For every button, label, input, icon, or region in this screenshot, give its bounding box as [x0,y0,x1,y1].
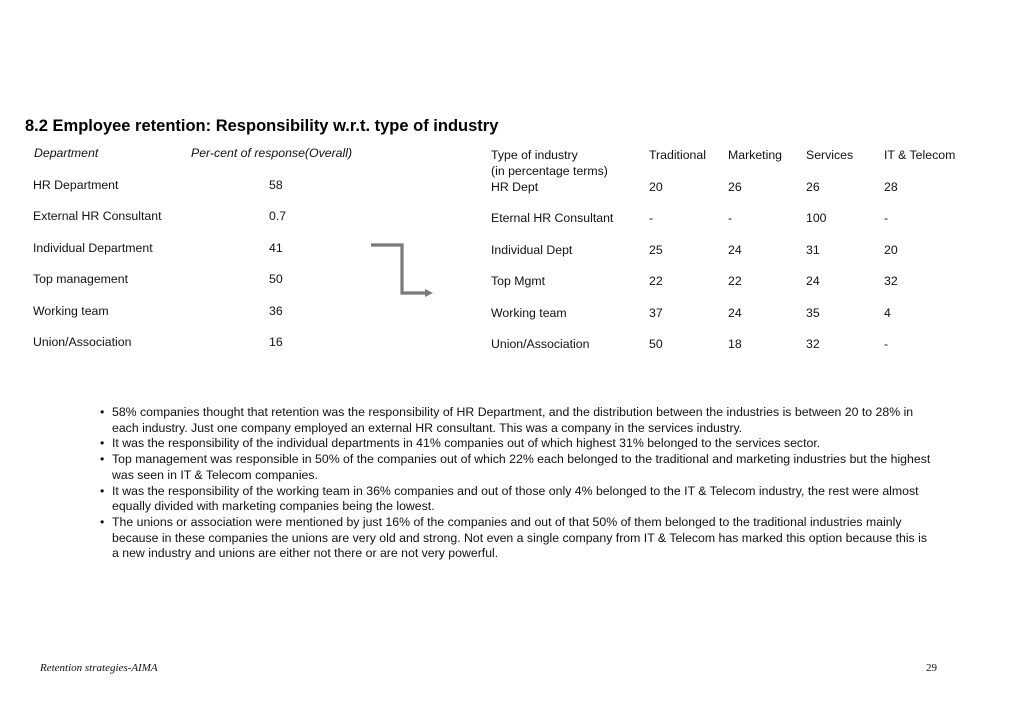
finding-line: It was the responsibility of the individual departments in 41% companies out of which highest 31% belonged to the services sector. [112,436,821,451]
finding-line: It was the responsibility of the working team in 36% companies and out of those only 4% belonged to the IT & Telecom industry, the rest were almost [112,483,919,498]
finding-line: 58% companies thought that retention was the responsibility of HR Department, and the distribution between the industries is between 20 to 28% in [112,405,914,419]
overall-row-value: 0.7 [269,209,287,223]
overall-row-label: HR Department [33,178,119,192]
industry-cell: - [884,337,889,351]
industry-cell: - [728,211,733,225]
industry-cell: 50 [649,337,663,351]
industry-cell: 24 [728,306,742,320]
industry-cell: 26 [806,180,820,194]
industry-cell: 18 [728,337,742,351]
industry-cell: 4 [884,306,891,320]
industry-cell: 20 [649,180,663,194]
finding-line: a new industry and unions are either not there or are not very powerful. [112,546,499,561]
industry-col-services: Services [806,148,854,162]
industry-row-label: Top Mgmt [491,274,545,288]
overall-header-department: Department [34,146,99,160]
elbow-arrow-icon [368,236,440,302]
industry-cell: 32 [884,274,898,288]
overall-row-value: 16 [269,335,283,349]
overall-row-label: External HR Consultant [33,209,162,223]
bullet-icon: • [100,452,105,467]
industry-cell: 24 [806,274,820,288]
industry-cell: 37 [649,306,663,320]
overall-row-value: 41 [269,241,283,255]
overall-header-percent: Per-cent of response(Overall) [191,146,353,160]
industry-col-marketing: Marketing [728,148,782,162]
bullet-icon: • [100,483,105,498]
overall-row-label: Working team [33,304,109,318]
industry-header-label: Type of industry [491,148,578,162]
industry-cell: - [649,211,654,225]
industry-cell: 20 [884,243,898,257]
industry-cell: 25 [649,243,663,257]
finding-line: equally divided with marketing companies being the lowest. [112,499,435,514]
finding-item [100,515,990,562]
overall-row-value: 58 [269,178,283,192]
page-title: 8.2 Employee retention: Responsibility w.r.t. type of industry [25,117,499,135]
industry-row-label: Individual Dept [491,243,573,257]
industry-cell: - [884,211,889,225]
finding-item [100,436,990,452]
industry-cell: 35 [806,306,820,320]
page-number: 29 [926,662,937,674]
industry-cell: 22 [728,274,742,288]
industry-row-label: HR Dept [491,180,539,194]
overall-row-label: Top management [33,272,129,286]
finding-line: Top management was responsible in 50% of the companies out of which 22% each belonged to the traditional and marketing industries but the highest [112,452,931,467]
industry-row-label: Working team [491,306,567,320]
industry-col-it-telecom: IT & Telecom [884,148,956,162]
finding-line: because in these companies the unions are very old and strong. Not even a single company from IT & Telecom has marked this option because this is [112,530,928,545]
overall-row-value: 50 [269,272,283,286]
industry-cell: 32 [806,337,820,351]
footer-document-title: Retention strategies-AIMA [40,662,158,674]
industry-cell: 100 [806,211,827,225]
industry-cell: 31 [806,243,820,257]
finding-item [100,452,990,483]
industry-row-label: Eternal HR Consultant [491,211,614,225]
finding-line: The unions or association were mentioned by just 16% of the companies and out of that 50% of them belonged to the traditional industries mainly [112,514,902,529]
findings-list [100,405,990,562]
finding-line: each industry. Just one company employed an external HR consultant. This was a company in the services industry. [112,420,743,435]
industry-cell: 28 [884,180,898,194]
overall-row-label: Union/Association [33,335,132,349]
industry-header-sublabel: (in percentage terms) [491,164,608,178]
finding-line: was seen in IT & Telecom companies. [112,467,318,482]
industry-col-traditional: Traditional [649,148,706,162]
finding-item [100,484,990,515]
bullet-icon: • [100,514,105,529]
finding-item [100,405,990,436]
bullet-icon: • [100,436,105,451]
industry-cell: 22 [649,274,663,288]
overall-row-label: Individual Department [33,241,153,255]
industry-cell: 26 [728,180,742,194]
overall-row-value: 36 [269,304,283,318]
industry-cell: 24 [728,243,742,257]
industry-row-label: Union/Association [491,337,590,351]
bullet-icon: • [100,405,105,419]
